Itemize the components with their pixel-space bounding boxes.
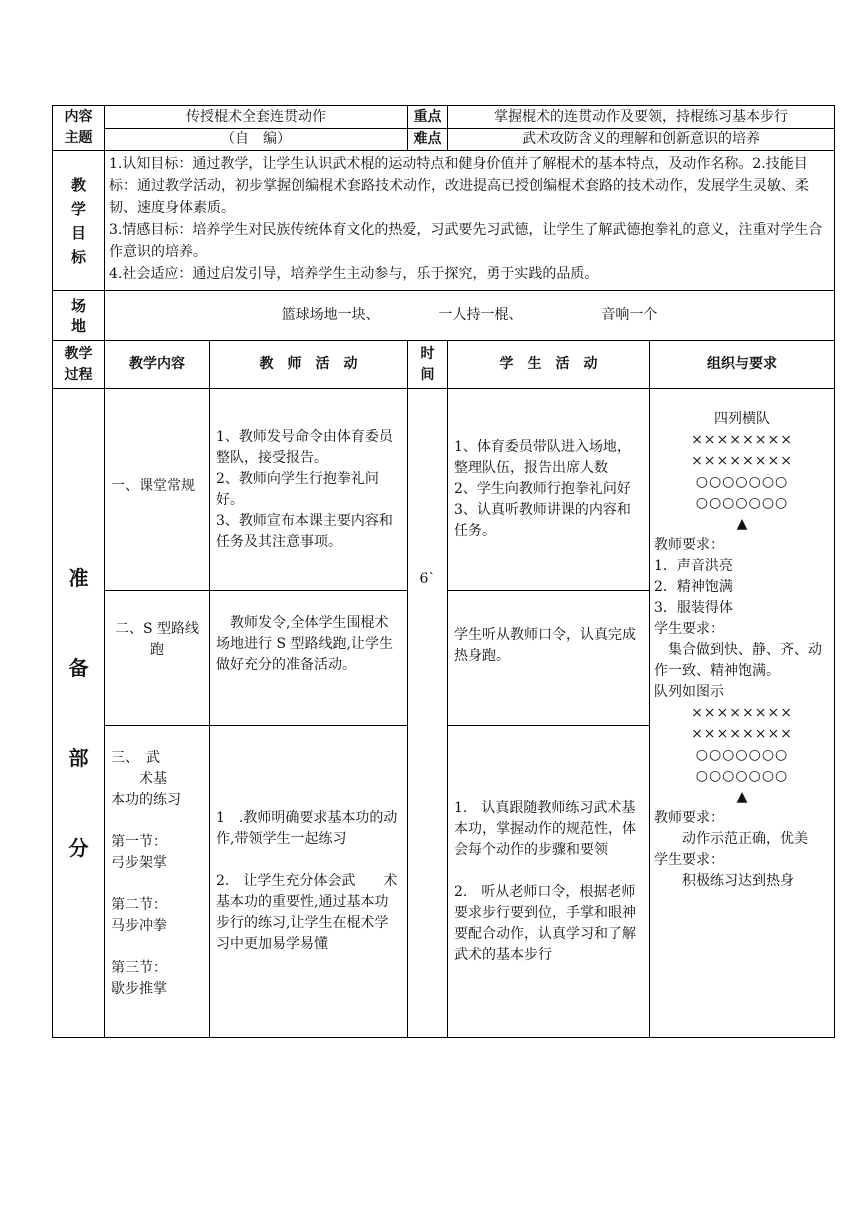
- teacher-req-text: 动作示范正确，优美: [654, 831, 808, 847]
- formation-row-o: ○○○○○○○: [695, 747, 789, 763]
- teacher-activity: 1、教师发号命令由体育委员整队，接受报告。 2、教师向学生行抱拳礼问好。 3、教师宣布本课主要内容和任务及其注意事项。: [210, 389, 408, 591]
- teacher-req-title: 教师要求：: [654, 810, 724, 826]
- section-char: 分: [68, 836, 89, 860]
- student-req-title: 学生要求：: [654, 621, 724, 637]
- venue-label: 场 地: [53, 291, 105, 341]
- col-time: 时 间: [408, 341, 448, 389]
- formation-title: 四列横队: [714, 411, 770, 427]
- col-content: 教学内容: [105, 341, 210, 389]
- section-char: 准: [68, 566, 89, 590]
- formation-row-o: ○○○○○○○: [695, 495, 789, 511]
- col-org: 组织与要求: [650, 341, 835, 389]
- content-cell: 二、S 型路线跑: [105, 591, 210, 726]
- section-label: [53, 389, 105, 1038]
- formation-row-x: ××××××××: [691, 453, 793, 469]
- lesson-plan-table: [52, 105, 835, 1038]
- teacher-activity: 1 .教师明确要求基本功的动作,带领学生一起练习 2. 让学生充分体会武 术 基本功的重要性,通过基本功步行的练习,让学生在棍术学习中更加易学易懂: [210, 726, 408, 1038]
- formation-row-x: ××××××××: [691, 432, 793, 448]
- content-theme-label: 内容 主题: [53, 106, 105, 151]
- col-student: 学 生 活 动: [448, 341, 650, 389]
- col-teacher: 教 师 活 动: [210, 341, 408, 389]
- content-cell: 一、课堂常规: [105, 389, 210, 591]
- venue-items: [105, 291, 835, 341]
- student-req-text: 集合做到快、静、齐、动作一致、精神饱满。: [654, 642, 822, 679]
- teacher-req-item: 1．声音洪亮: [654, 558, 733, 574]
- difficulty-label: 难点: [408, 129, 448, 151]
- formation-row-o: ○○○○○○○: [695, 474, 789, 490]
- formation-row-x: ××××××××: [691, 705, 793, 721]
- teacher-position-icon: ▲: [736, 516, 748, 532]
- student-req-text: 积极练习达到热身: [654, 873, 794, 889]
- teacher-req-item: 3．服装得体: [654, 600, 733, 616]
- section-char: 备: [68, 656, 89, 680]
- student-activity: 学生听从教师口令，认真完成热身跑。: [448, 591, 650, 726]
- teaching-goals-text: 1.认知目标：通过教学，让学生认识武术棍的运动特点和健身价值并了解棍术的基本特点，及动作名称。2.技能目标：通过教学活动，初步掌握创编棍术套路技术动作，改进提高已授创编棍术套路的技术动作，发展学生灵敏、柔韧、速度身体素质。 3.情感目标：培养学生对民族传统体育文化的热爱，习武要先习武德，让学生了解武德抱拳礼的意义，注重对学生合作意识的培养。 4.社会适应：通过启发引导，培养学生主动参与，乐于探究，勇于实践的品质。: [105, 151, 835, 291]
- student-activity: 1、体育委员带队进入场地，整理队伍，报告出席人数 2、学生向教师行抱拳礼问好 3、认真听教师讲课的内容和任务。: [448, 389, 650, 591]
- key-point-text: 掌握棍术的连贯动作及要领，持棍练习基本步行: [448, 106, 835, 129]
- teacher-position-icon: ▲: [736, 789, 748, 805]
- teacher-req-title: 教师要求：: [654, 537, 724, 553]
- difficulty-text: 武术攻防含义的理解和创新意识的培养: [448, 129, 835, 151]
- venue-item: 篮球场地一块、: [281, 307, 380, 323]
- formation-row-x: ××××××××: [691, 726, 793, 742]
- key-point-label: 重点: [408, 106, 448, 129]
- content-cell: 三、 武 术基 本功的练习 第一节： 弓步架掌 第二节： 马步冲拳 第三节： 歇步推掌: [105, 726, 210, 1038]
- student-req-title: 学生要求：: [654, 852, 724, 868]
- time-cell: 6`: [408, 389, 448, 1038]
- teacher-activity: 教师发令,全体学生围棍术场地进行 S 型路线跑,让学生做好充分的准备活动。: [210, 591, 408, 726]
- section-char: 部: [68, 746, 89, 770]
- venue-item: 一人持一棍、: [438, 307, 523, 323]
- content-subtitle: （自 编）: [105, 129, 408, 151]
- teacher-req-item: 2．精神饱满: [654, 579, 733, 595]
- student-activity: 1. 认真跟随教师练习武术基本功，掌握动作的规范性，体会每个动作的步骤和要领 2. 听从老师口令，根据老师要求步行要到位，手掌和眼神要配合动作，认真学习和了解武术的基本步行: [448, 726, 650, 1038]
- teaching-goals-label: 教 学 目 标: [53, 151, 105, 291]
- content-title: 传授棍术全套连贯动作: [105, 106, 408, 129]
- col-process: 教学 过程: [53, 341, 105, 389]
- organization-cell: [650, 389, 835, 1038]
- formation2-title: 队列如图示: [654, 684, 724, 700]
- venue-item: 音响一个: [601, 307, 658, 323]
- formation-row-o: ○○○○○○○: [695, 768, 789, 784]
